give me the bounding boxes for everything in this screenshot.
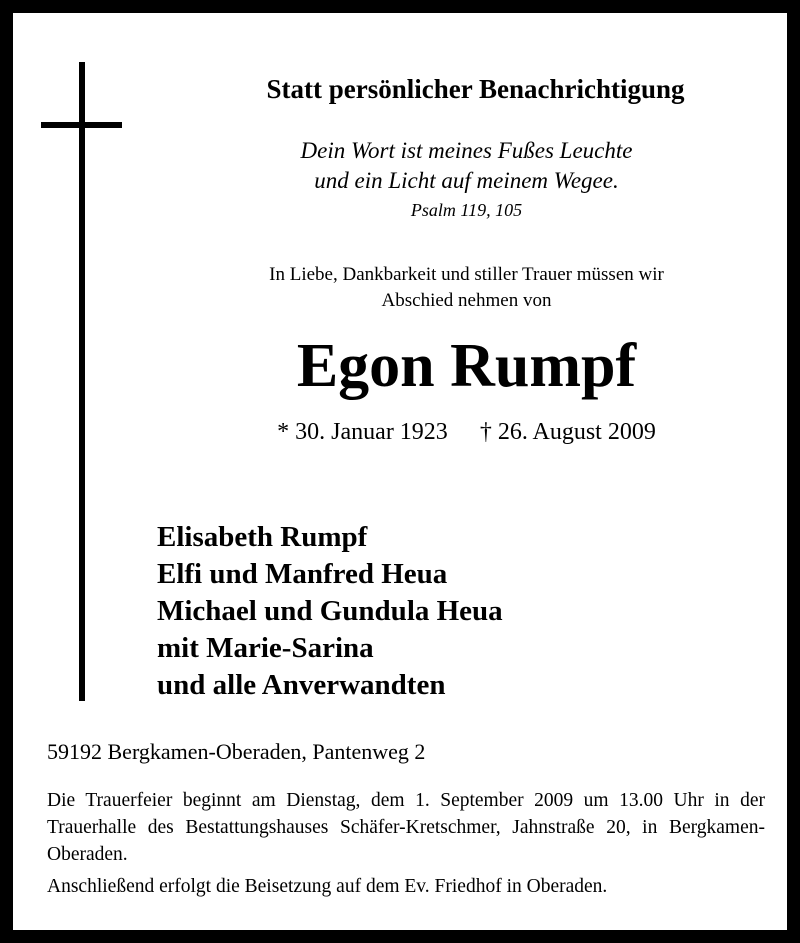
funeral-service-info: Die Trauerfeier beginnt am Dienstag, dem 1. September 2009 um 13.00 Uhr in der Trauerhalle des Bestattungshauses Schäfer-Kretschmer, Jahnstraße 20, in Bergkamen-Oberaden.: [47, 790, 765, 865]
birth-date: * 30. Januar 1923: [277, 419, 448, 445]
deceased-name: Egon Rumpf: [296, 332, 637, 400]
notice-heading: Statt persönlicher Benachrichtigung: [266, 74, 685, 104]
mourner-line: mit Marie-Sarina: [157, 632, 374, 664]
family-address: 59192 Bergkamen-Oberaden, Pantenweg 2: [47, 739, 426, 764]
mourners-list: [157, 519, 503, 704]
burial-info: Anschließend erfolgt die Beisetzung auf dem Ev. Friedhof in Oberaden.: [47, 876, 608, 897]
bible-verse: [213, 136, 720, 196]
verse-line-1: Dein Wort ist meines Fußes Leuchte: [300, 138, 633, 163]
mourner-line: und alle Anverwandten: [157, 669, 446, 701]
intro-line-1: In Liebe, Dankbarkeit und stiller Trauer müssen wir: [269, 264, 664, 285]
mourner-line: Elfi und Manfred Heua: [157, 558, 448, 590]
life-dates: [163, 416, 770, 448]
intro-line-2: Abschied nehmen von: [381, 290, 552, 311]
verse-reference: Psalm 119, 105: [410, 200, 523, 220]
verse-line-2: und ein Licht auf meinem Wegee.: [314, 168, 619, 193]
death-date: † 26. August 2009: [479, 419, 656, 445]
mourner-line: Michael und Gundula Heua: [157, 595, 503, 627]
cross-icon-horizontal-bar: [41, 122, 122, 128]
mourner-line: Elisabeth Rumpf: [157, 521, 368, 553]
intro-text: [163, 262, 770, 314]
cross-icon-vertical-bar: [79, 62, 85, 701]
